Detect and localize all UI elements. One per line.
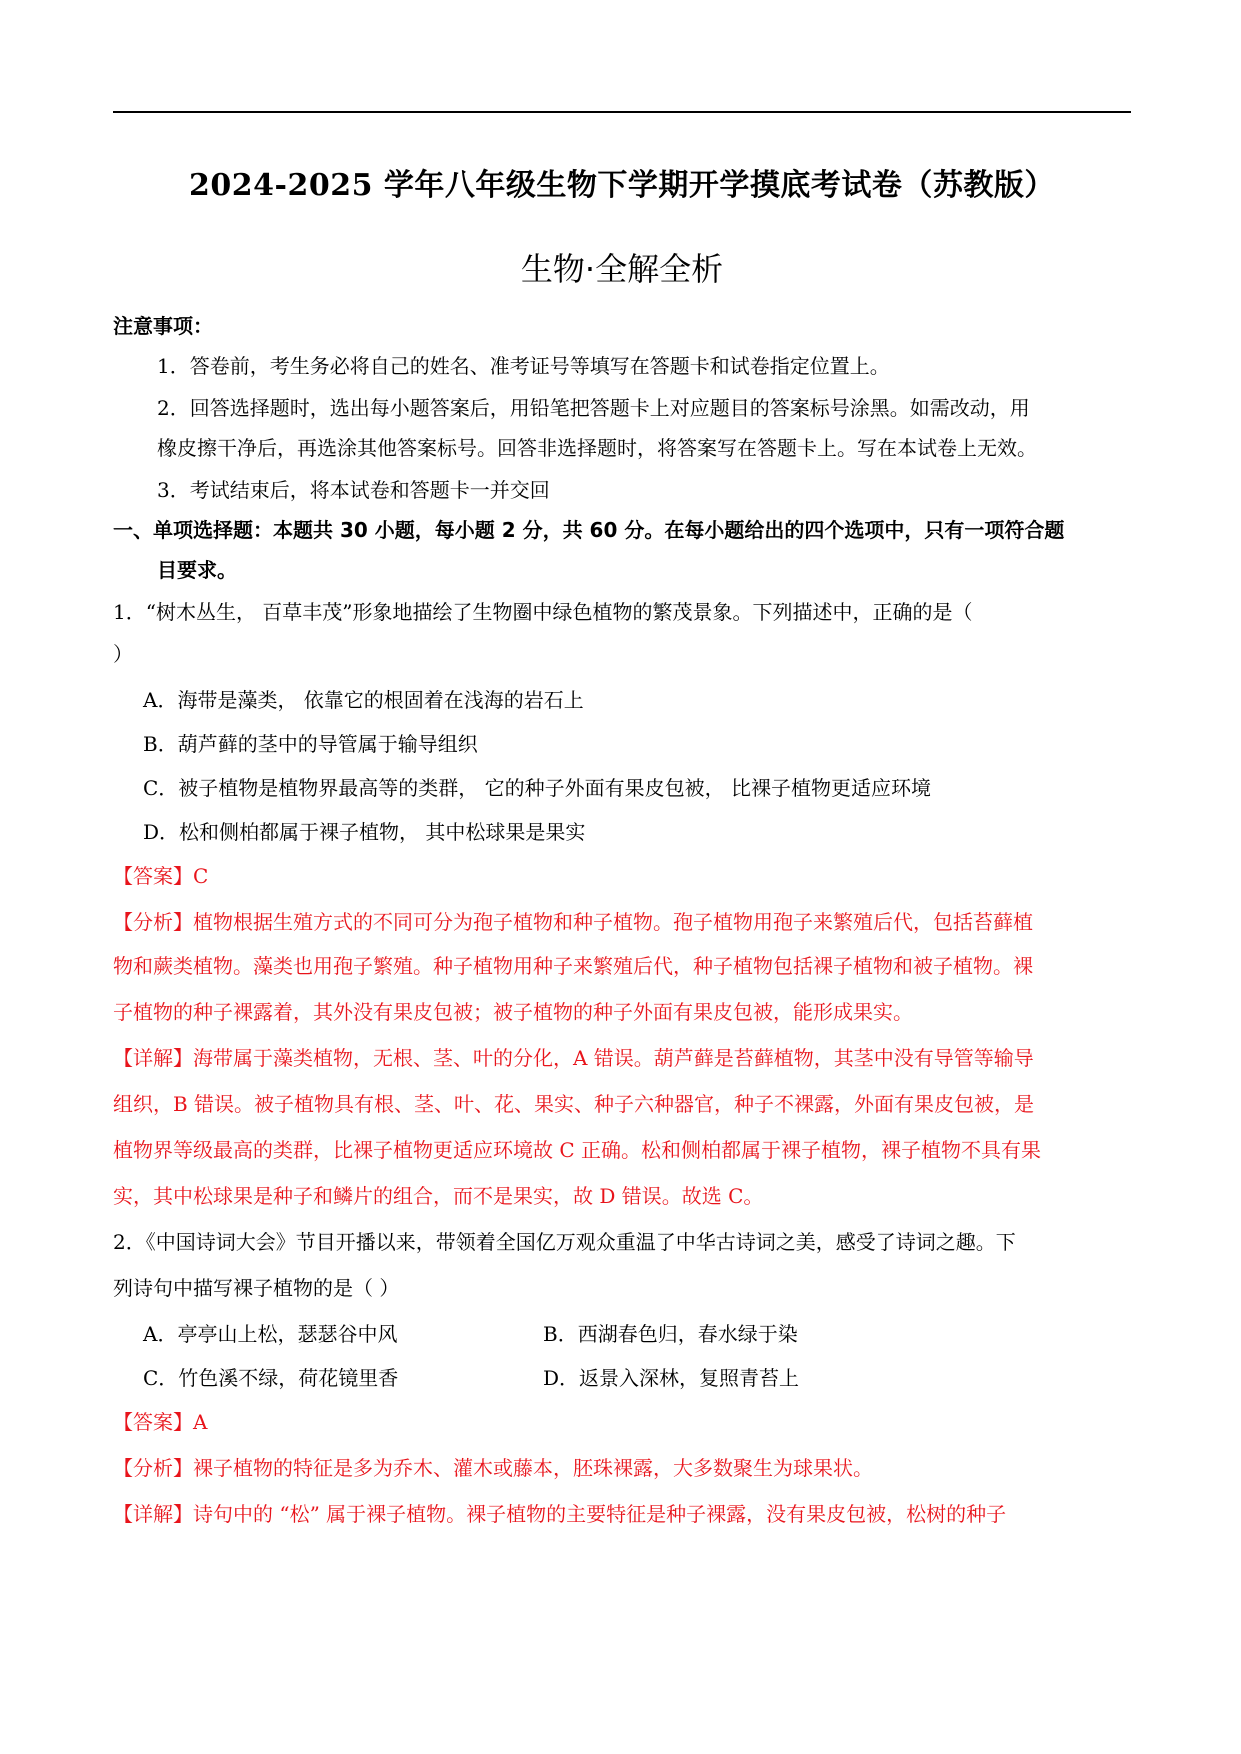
notice-item: 3．考试结束后，将本试卷和答题卡一并交回 (157, 478, 550, 502)
q1-option-c: C．被子植物是植物界最高等的类群， 它的种子外面有果皮包被， 比裸子植物更适应环境 (143, 776, 932, 800)
section-heading-cont: 目要求。 (157, 558, 237, 582)
q1-analysis: 物和蕨类植物。藻类也用孢子繁殖。种子植物用种子来繁殖后代，种子植物包括裸子植物和被子植物。裸 (113, 954, 1033, 978)
notice-item: 1．答卷前，考生务必将自己的姓名、准考证号等填写在答题卡和试卷指定位置上。 (157, 354, 890, 378)
q2-answer: 【答案】A (113, 1410, 208, 1434)
q2-analysis: 【分析】裸子植物的特征是多为乔木、灌木或藤本，胚珠裸露，大多数聚生为球果状。 (113, 1456, 873, 1480)
exam-title: 2024-2025 学年八年级生物下学期开学摸底考试卷（苏教版） (189, 168, 1055, 203)
q2-option-c: C．竹色溪不绿，荷花镜里香 (143, 1366, 399, 1390)
q1-detail: 【详解】海带属于藻类植物，无根、茎、叶的分化，A 错误。葫芦藓是苔藓植物，其茎中没有导管等输导 (113, 1046, 1034, 1070)
header-rule (113, 111, 1131, 113)
q1-detail: 植物界等级最高的类群，比裸子植物更适应环境故 C 正确。松和侧柏都属于裸子植物，裸子植物不具有果 (113, 1138, 1042, 1162)
q2-stem: 2．《中国诗词大会》节目开播以来，带领着全国亿万观众重温了中华古诗词之美，感受了诗词之趣。下 (113, 1230, 1016, 1254)
exam-subtitle: 生物·全解全析 (520, 250, 724, 288)
q1-stem-cont: ） (113, 642, 133, 666)
q2-stem-cont: 列诗句中描写裸子植物的是（ ） (113, 1276, 400, 1300)
q1-answer: 【答案】C (113, 864, 209, 888)
q2-option-d: D．返景入深林，复照青苔上 (543, 1366, 800, 1390)
notice-item: 2．回答选择题时，选出每小题答案后，用铅笔把答题卡上对应题目的答案标号涂黑。如需改动，用 (157, 396, 1030, 420)
q1-detail: 组织，B 错误。被子植物具有根、茎、叶、花、果实、种子六种器官，种子不裸露，外面有果皮包被，是 (113, 1092, 1035, 1116)
q1-option-a: A．海带是藻类， 依靠它的根固着在浅海的岩石上 (143, 688, 584, 712)
q1-detail: 实，其中松球果是种子和鳞片的组合，而不是果实，故 D 错误。故选 C。 (113, 1184, 764, 1208)
q2-option-b: B．西湖春色归，春水绿于染 (543, 1322, 798, 1346)
notice-heading: 注意事项： (113, 314, 213, 338)
q1-option-b: B．葫芦藓的茎中的导管属于输导组织 (143, 732, 478, 756)
q1-option-d: D．松和侧柏都属于裸子植物， 其中松球果是果实 (143, 820, 586, 844)
notice-item: 橡皮擦干净后，再选涂其他答案标号。回答非选择题时，将答案写在答题卡上。写在本试卷上无效。 (157, 436, 1037, 460)
q2-option-a: A．亭亭山上松，瑟瑟谷中风 (143, 1322, 398, 1346)
q2-detail: 【详解】诗句中的 “松” 属于裸子植物。裸子植物的主要特征是种子裸露，没有果皮包被，松树的种子 (113, 1502, 1007, 1526)
q1-analysis: 子植物的种子裸露着，其外没有果皮包被；被子植物的种子外面有果皮包被，能形成果实。 (113, 1000, 913, 1024)
section-heading: 一、单项选择题：本题共 30 小题，每小题 2 分，共 60 分。在每小题给出的四个选项中，只有一项符合题 (113, 518, 1065, 542)
q1-stem: 1．“树木丛生， 百草丰茂”形象地描绘了生物圈中绿色植物的繁茂景象。下列描述中，正确的是（ (113, 600, 973, 624)
q1-analysis: 【分析】植物根据生殖方式的不同可分为孢子植物和种子植物。孢子植物用孢子来繁殖后代，包括苔藓植 (113, 910, 1033, 934)
